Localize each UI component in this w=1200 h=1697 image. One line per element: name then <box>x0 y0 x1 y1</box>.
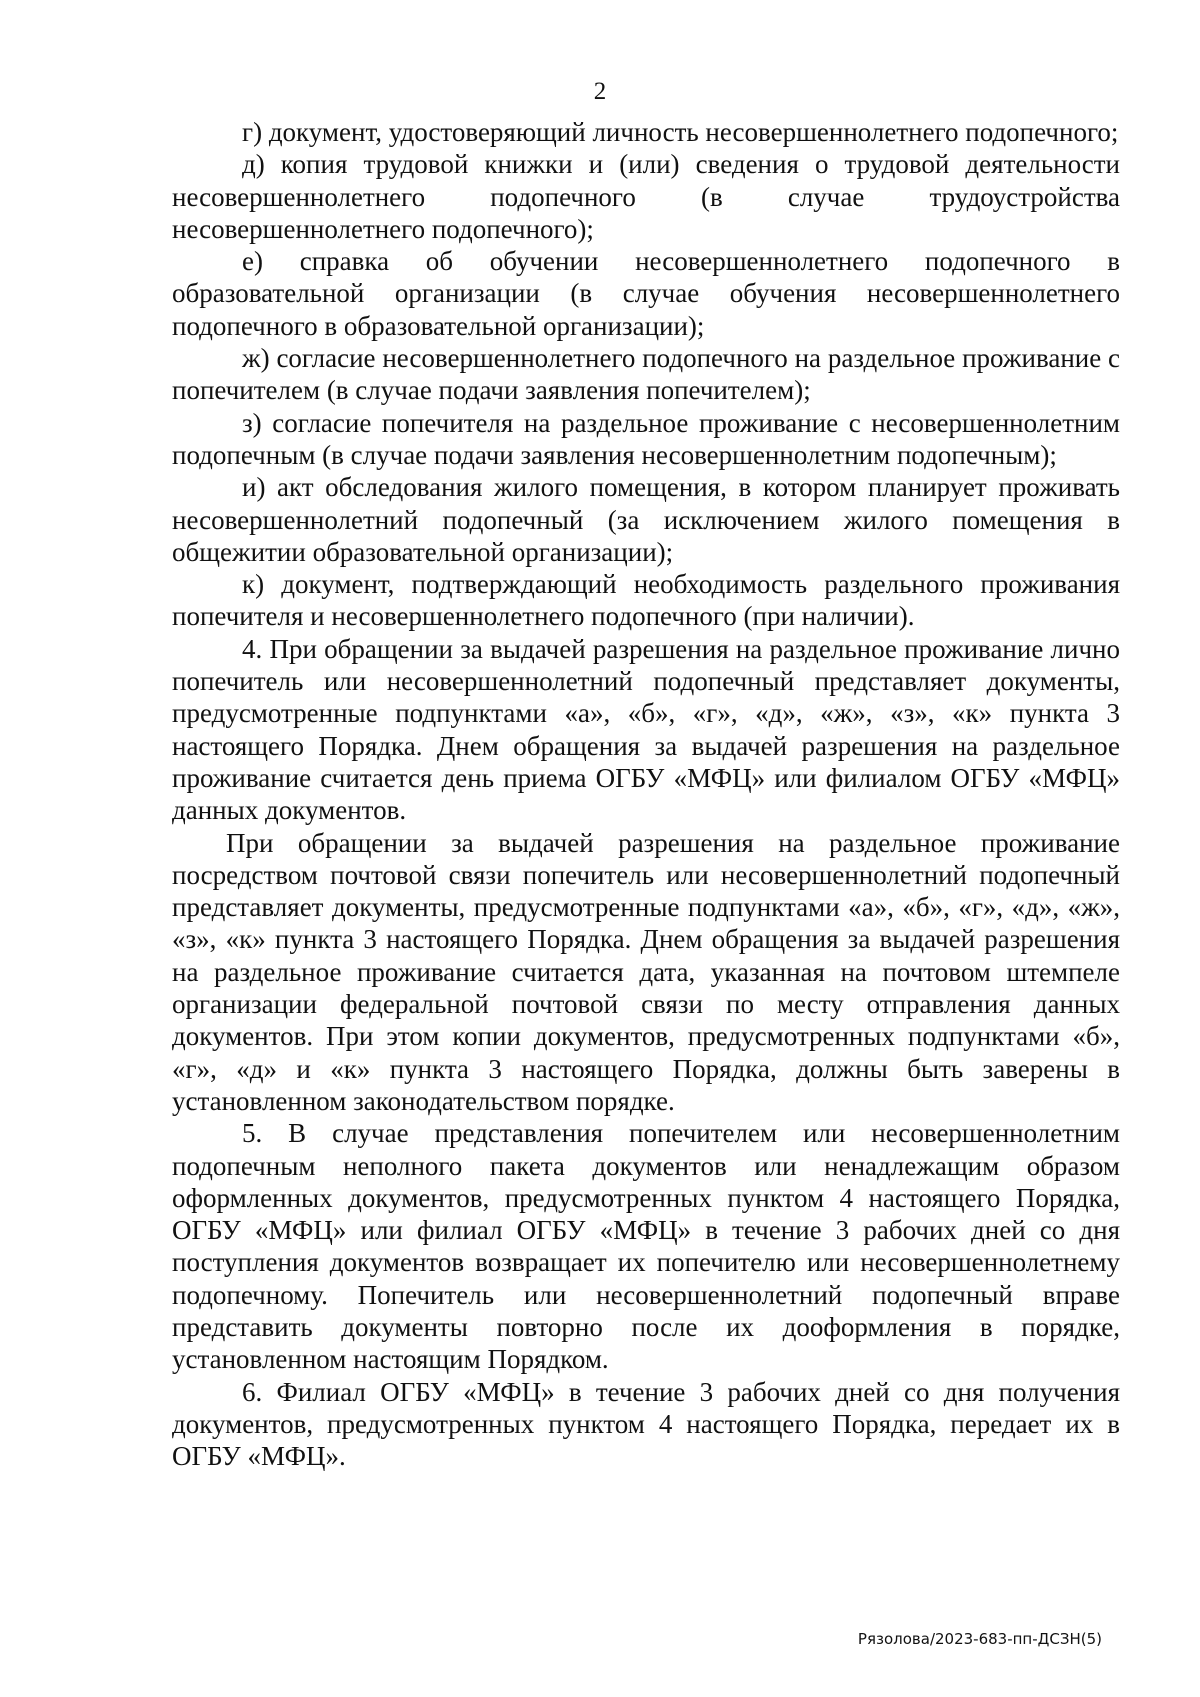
paragraph-5: 5. В случае представления попечителем или несовершеннолетним подопечным неполного пакета документов или ненадлежащим образом оформленных документов, предусмотренных пунктом 4 настоящего Порядка, ОГБУ «МФЦ» или филиал ОГБУ «МФЦ» в течение 3 рабочих дней со дня поступления документов возвращает их попечителю или несовершеннолетнему подопечному. Попечитель или несовершеннолетний подопечный вправе представить документы повторно после их дооформления в порядке, установленном настоящим Порядком. <box>172 1118 1120 1375</box>
paragraph-4-postal: При обращении за выдачей разрешения на раздельное проживание посредством почтовой связи попечитель или несовершеннолетний подопечный представляет документы, предусмотренные подпунктами «а», «б», «г», «д», «ж», «з», «к» пункта 3 настоящего Порядка. Днем обращения за выдачей разрешения на раздельное проживание считается дата, указанная на почтовом штемпеле организации федеральной почтовой связи по месту отправления данных документов. При этом копии документов, предусмотренных подпунктами «б», «г», «д» и «к» пункта 3 настоящего Порядка, должны быть заверены в установленном законодательством порядке. <box>172 827 1120 1116</box>
paragraph-zh: ж) согласие несовершеннолетнего подопечного на раздельное проживание с попечителем (в случае подачи заявления попечителем); <box>172 343 1120 406</box>
document-body <box>172 116 1120 1472</box>
paragraph-e: е) справка об обучении несовершеннолетнего подопечного в образовательной организации (в случае обучения несовершеннолетнего подопечного в образовательной организации); <box>172 246 1120 341</box>
paragraph-d: д) копия трудовой книжки и (или) сведения о трудовой деятельности несовершеннолетнего подопечного (в случае трудоустройства несовершеннолетнего подопечного); <box>172 149 1120 244</box>
document-registration-code: Рязолова/2023-683-пп-ДСЗН(5) <box>857 1630 1102 1648</box>
paragraph-k: к) документ, подтверждающий необходимость раздельного проживания попечителя и несовершеннолетнего подопечного (при наличии). <box>172 569 1120 632</box>
page-number: 2 <box>593 78 607 105</box>
paragraph-i: и) акт обследования жилого помещения, в котором планирует проживать несовершеннолетний подопечный (за исключением жилого помещения в общежитии образовательной организации); <box>172 472 1120 567</box>
paragraph-6: 6. Филиал ОГБУ «МФЦ» в течение 3 рабочих дней со дня получения документов, предусмотренных пунктом 4 настоящего Порядка, передает их в ОГБУ «МФЦ». <box>172 1376 1120 1472</box>
paragraph-z: з) согласие попечителя на раздельное проживание с несовершеннолетним подопечным (в случае подачи заявления несовершеннолетним подопечным); <box>172 407 1120 470</box>
paragraph-g: г) документ, удостоверяющий личность несовершеннолетнего подопечного; <box>242 117 1119 147</box>
paragraph-4: 4. При обращении за выдачей разрешения на раздельное проживание лично попечитель или несовершеннолетний подопечный представляет документы, предусмотренные подпунктами «а», «б», «г», «д», «ж», «з», «к» пункта 3 настоящего Порядка. Днем обращения за выдачей разрешения на раздельное проживание считается день приема ОГБУ «МФЦ» или филиалом ОГБУ «МФЦ» данных документов. <box>172 633 1120 826</box>
